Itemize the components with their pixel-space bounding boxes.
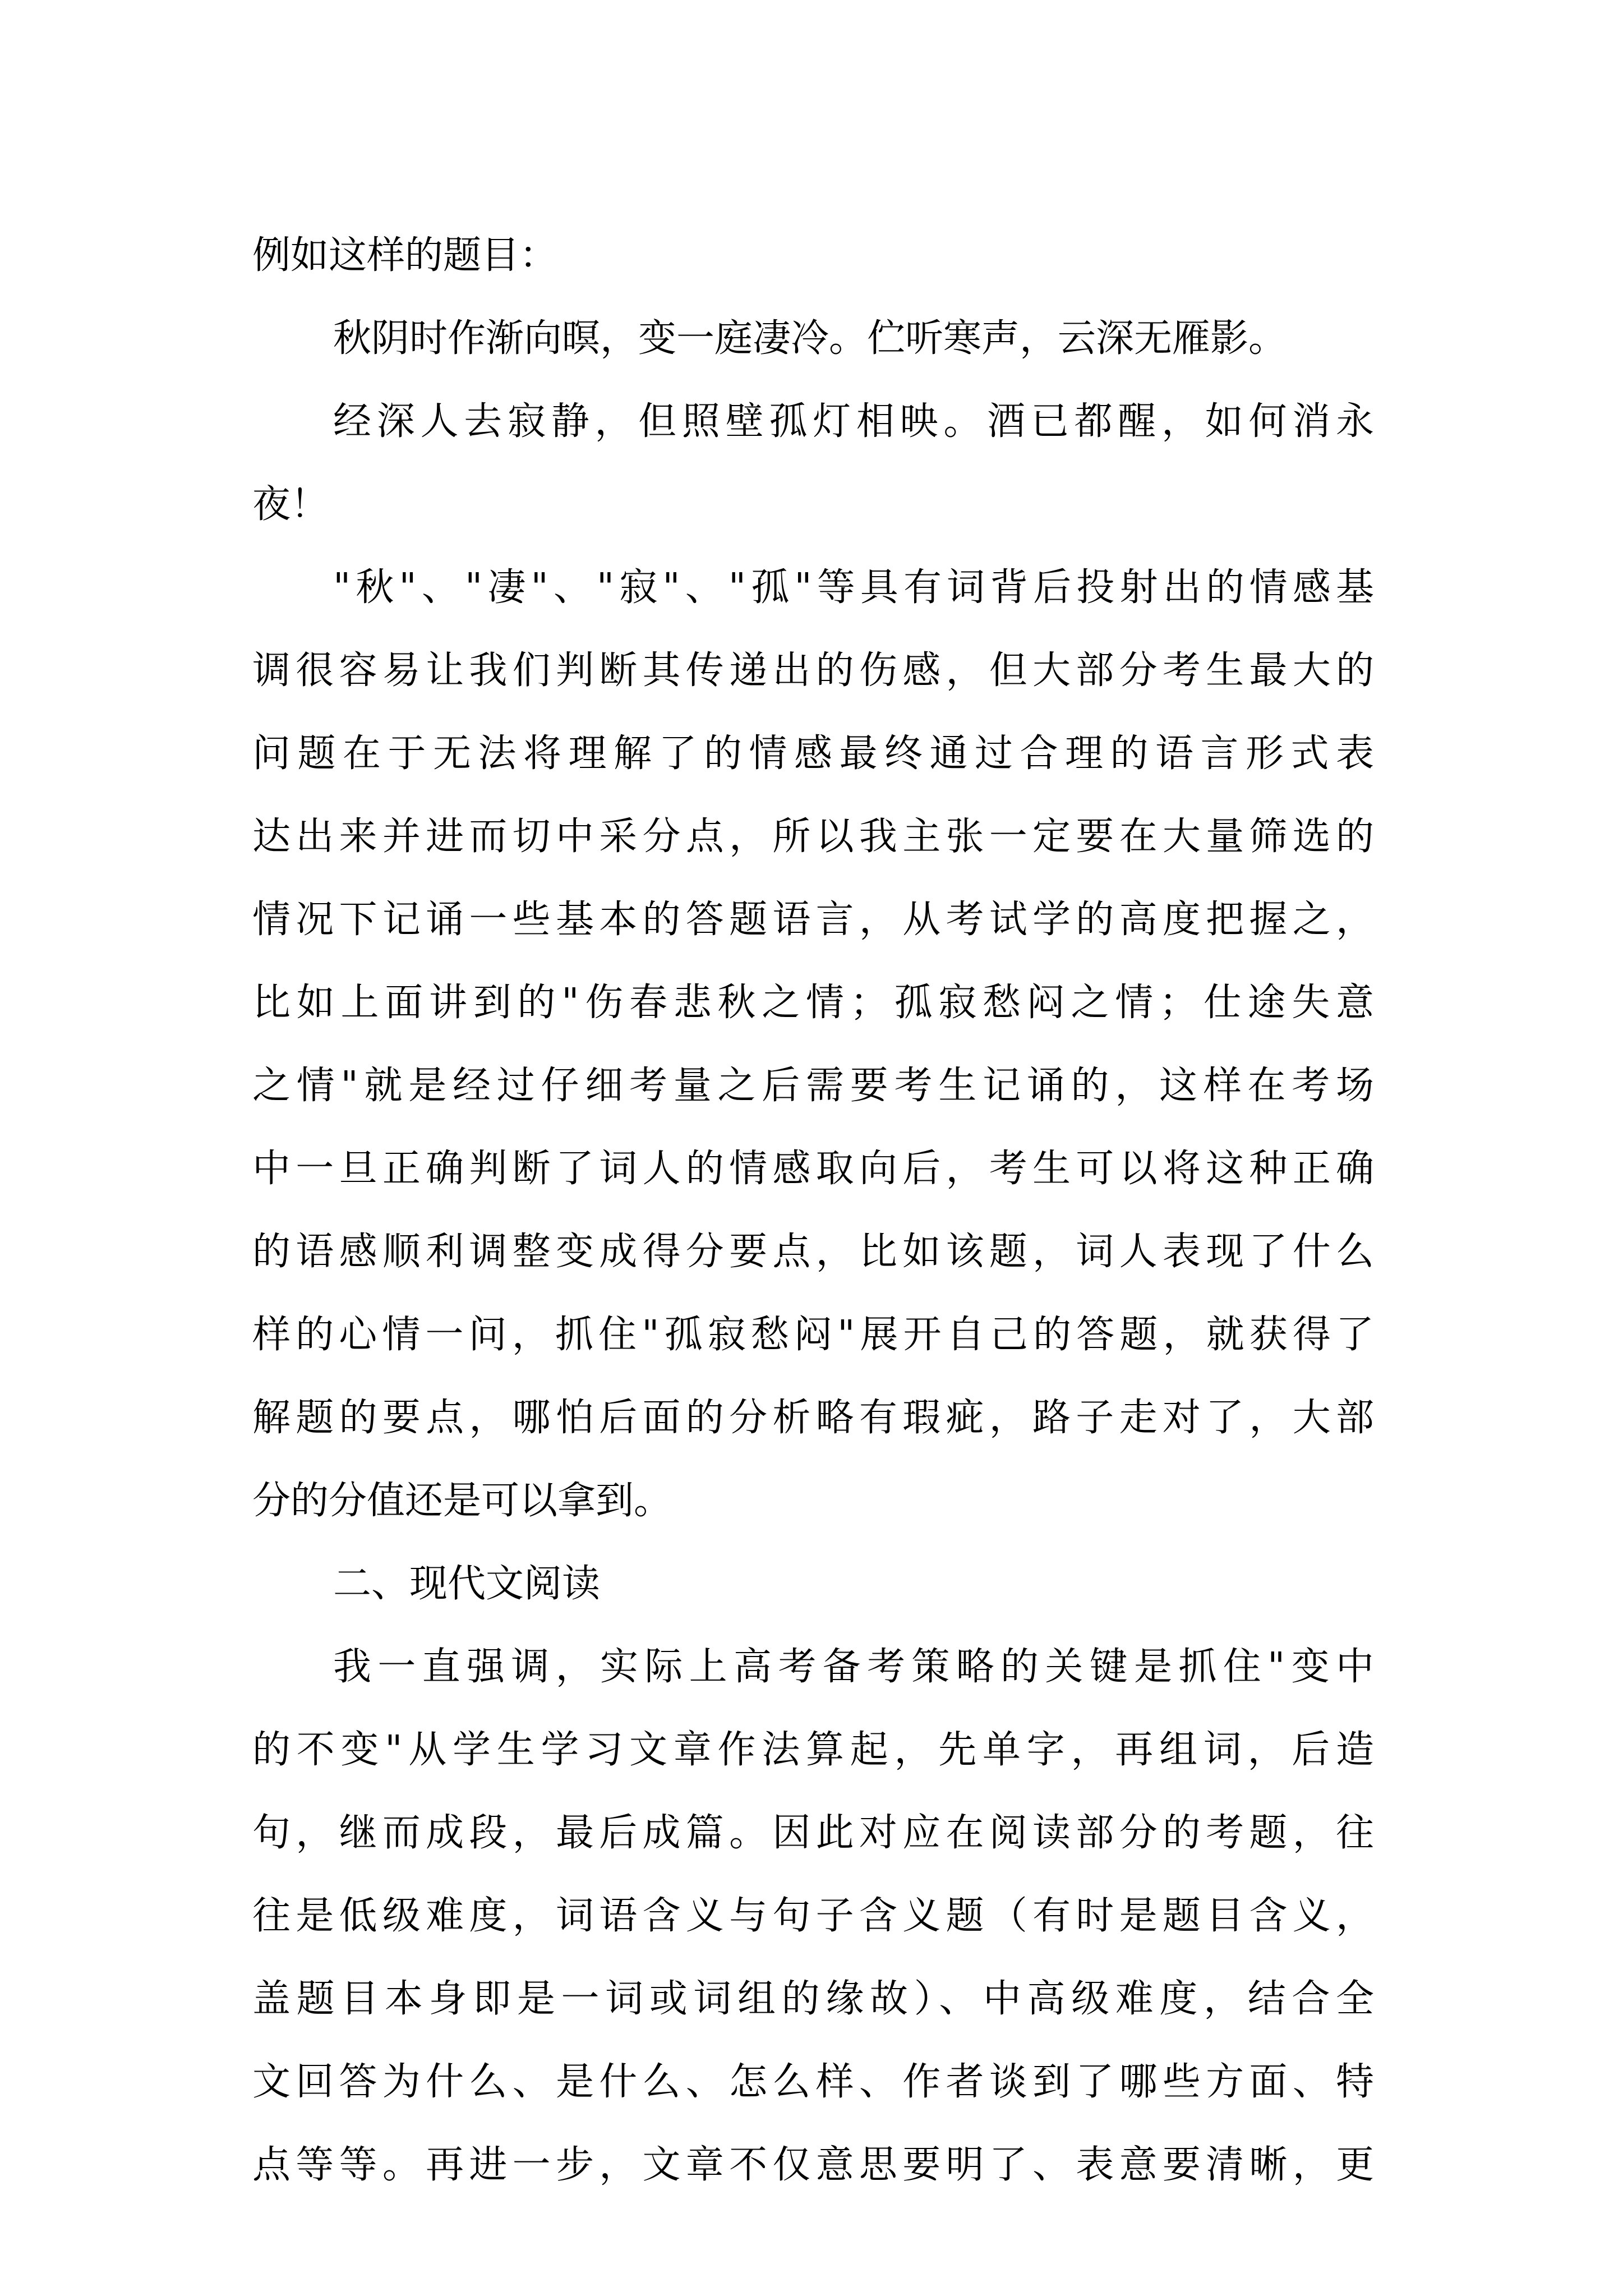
text-line: 情况下记诵一些基本的答题语言，从考试学的高度把握之， [252,898,1374,942]
text-line: 往是低级难度，词语含义与句子含义题（有时是题目含义， [252,1894,1374,1938]
text-line: 分的分值还是可以拿到。 [252,1479,672,1523]
text-line: 解题的要点，哪怕后面的分析略有瑕疵，路子走对了，大部 [252,1396,1374,1440]
text-line: 夜！ [252,482,329,527]
text-line: 句，继而成段，最后成篇。因此对应在阅读部分的考题，往 [252,1811,1374,1855]
text-line: 经深人去寂静，但照壁孤灯相映。酒已都醒，如何消永 [333,399,1374,444]
paragraph-analysis [252,546,1374,1543]
text-line: 例如这样的题目： [252,233,558,278]
text-line: 达出来并进而切中采分点，所以我主张一定要在大量筛选的 [252,815,1374,859]
text-line: 比如上面讲到的"伤春悲秋之情；孤寂愁闷之情；仕途失意 [252,981,1374,1025]
text-line: 秋阴时作渐向暝，变一庭凄冷。伫听寒声，云深无雁影。 [333,316,1287,361]
text-line: 中一旦正确判断了词人的情感取向后，考生可以将这种正确 [252,1147,1374,1191]
text-line: 点等等。再进一步，文章不仅意思要明了、表意要清晰，更 [252,2143,1374,2187]
text-line: 的不变"从学生学习文章作法算起，先单字，再组词，后造 [252,1728,1374,1772]
text-line: 文回答为什么、是什么、怎么样、作者谈到了哪些方面、特 [252,2060,1374,2104]
text-line: 样的心情一问，抓住"孤寂愁闷"展开自己的答题，就获得了 [252,1313,1374,1357]
paragraph-poem-line-1 [252,297,1374,380]
text-line: 问题在于无法将理解了的情感最终通过合理的语言形式表 [252,731,1374,776]
text-line: 二、现代文阅读 [333,1562,601,1606]
text-line: 我一直强调，实际上高考备考策略的关键是抓住"变中 [333,1645,1374,1689]
text-line: 调很容易让我们判断其传递出的伤感，但大部分考生最大的 [252,648,1374,693]
paragraph-poem-line-2 [252,380,1374,546]
paragraph-modern-reading [252,1626,1374,2207]
text-line: 的语感顺利调整变成得分要点，比如该题，词人表现了什么 [252,1230,1374,1274]
text-line: 盖题目本身即是一词或词组的缘故）、中高级难度，结合全 [252,1977,1374,2021]
paragraph-intro [252,214,1374,297]
section-heading [252,1543,1374,1626]
text-line: "秋"、"凄"、"寂"、"孤"等具有词背后投射出的情感基 [333,565,1374,610]
document-body [252,214,1374,2207]
text-line: 之情"就是经过仔细考量之后需要考生记诵的，这样在考场 [252,1064,1374,1108]
